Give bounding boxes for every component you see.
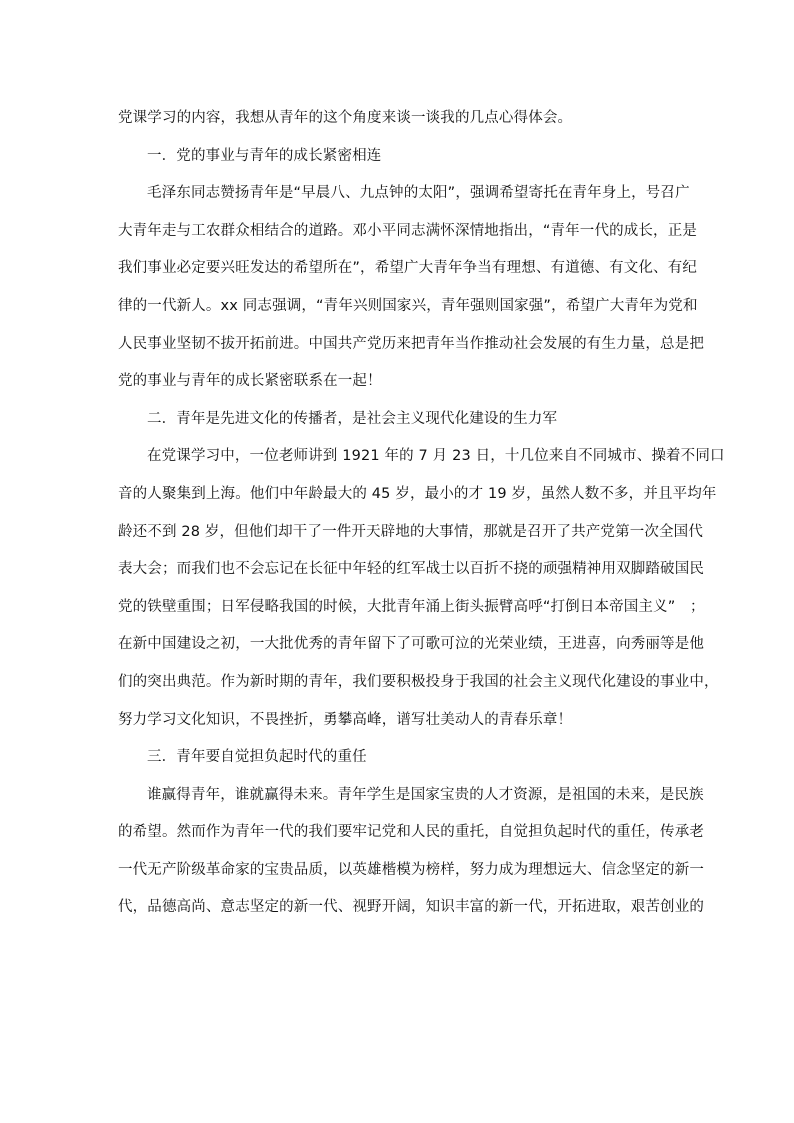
text-line: 音的人聚集到上海。他们中年龄最大的 45 岁，最小的才 19 岁，虽然人数不多，并且平均年	[118, 485, 717, 502]
text-line: 在新中国建设之初，一大批优秀的青年留下了可歌可泣的光荣业绩，王进喜，向秀丽等是他	[118, 636, 704, 653]
text-line: 人民事业坚韧不拔开拓前进。中国共产党历来把青年当作推动社会发展的有生力量，总是把	[118, 335, 704, 352]
section-heading: 一．党的事业与青年的成长紧密相连	[147, 147, 382, 164]
section-heading: 三．青年要自觉担负起时代的重任	[147, 749, 367, 766]
text-line: 表大会；而我们也不会忘记在长征中年轻的红军战士以百折不挠的顽强精神用双脚踏破国民	[118, 561, 704, 578]
text-line: 的希望。然而作为青年一代的我们要牢记党和人民的重托，自觉担负起时代的重任，传承老	[118, 824, 704, 841]
document-page	[118, 100, 725, 927]
text-line: 党课学习的内容，我想从青年的这个角度来谈一谈我的几点心得体会。	[118, 110, 573, 126]
text-line: 大青年走与工农群众相结合的道路。邓小平同志满怀深情地指出，“青年一代的成长，正是	[118, 222, 698, 239]
text-line: 龄还不到 28 岁，但他们却干了一件开天辟地的大事情，那就是召开了共产党第一次全国代	[118, 523, 703, 540]
text-line: 努力学习文化知识，不畏挫折，勇攀高峰，谱写壮美动人的青春乐章！	[118, 711, 573, 728]
text-line: 律的一代新人。xx 同志强调，“青年兴则国家兴，青年强则国家强”，希望广大青年为党和	[118, 297, 698, 314]
text-line: 我们事业必定要兴旺发达的希望所在”，希望广大青年争当有理想、有道德、有文化、有纪	[118, 260, 698, 277]
text-line: 们的突出典范。作为新时期的青年，我们要积极投身于我国的社会主义现代化建设的事业中，	[118, 673, 719, 690]
text-line: 党的事业与青年的成长紧密联系在一起！	[118, 373, 382, 390]
text-line: 代，品德高尚、意志坚定的新一代、视野开阔，知识丰富的新一代，开拓进取，艰苦创业的	[118, 899, 704, 916]
text-line: 毛泽东同志赞扬青年是“早晨八、九点钟的太阳”，强调希望寄托在青年身上，号召广	[147, 185, 690, 202]
text-line: 在党课学习中，一位老师讲到 1921 年的 7 月 23 日，十几位来自不同城市、操着不同口	[147, 448, 725, 465]
text-line: 谁赢得青年，谁就赢得未来。青年学生是国家宝贵的人才资源，是祖国的未来，是民族	[147, 786, 704, 803]
text-line: 党的铁壁重围；日军侵略我国的时候，大批青年涌上街头振臂高呼“打倒日本帝国主义” ；	[118, 598, 705, 615]
text-line: 一代无产阶级革命家的宝贵品质，以英雄楷模为榜样，努力成为理想远大、信念坚定的新一	[118, 861, 704, 878]
section-heading: 二．青年是先进文化的传播者，是社会主义现代化建设的生力军	[147, 410, 558, 427]
